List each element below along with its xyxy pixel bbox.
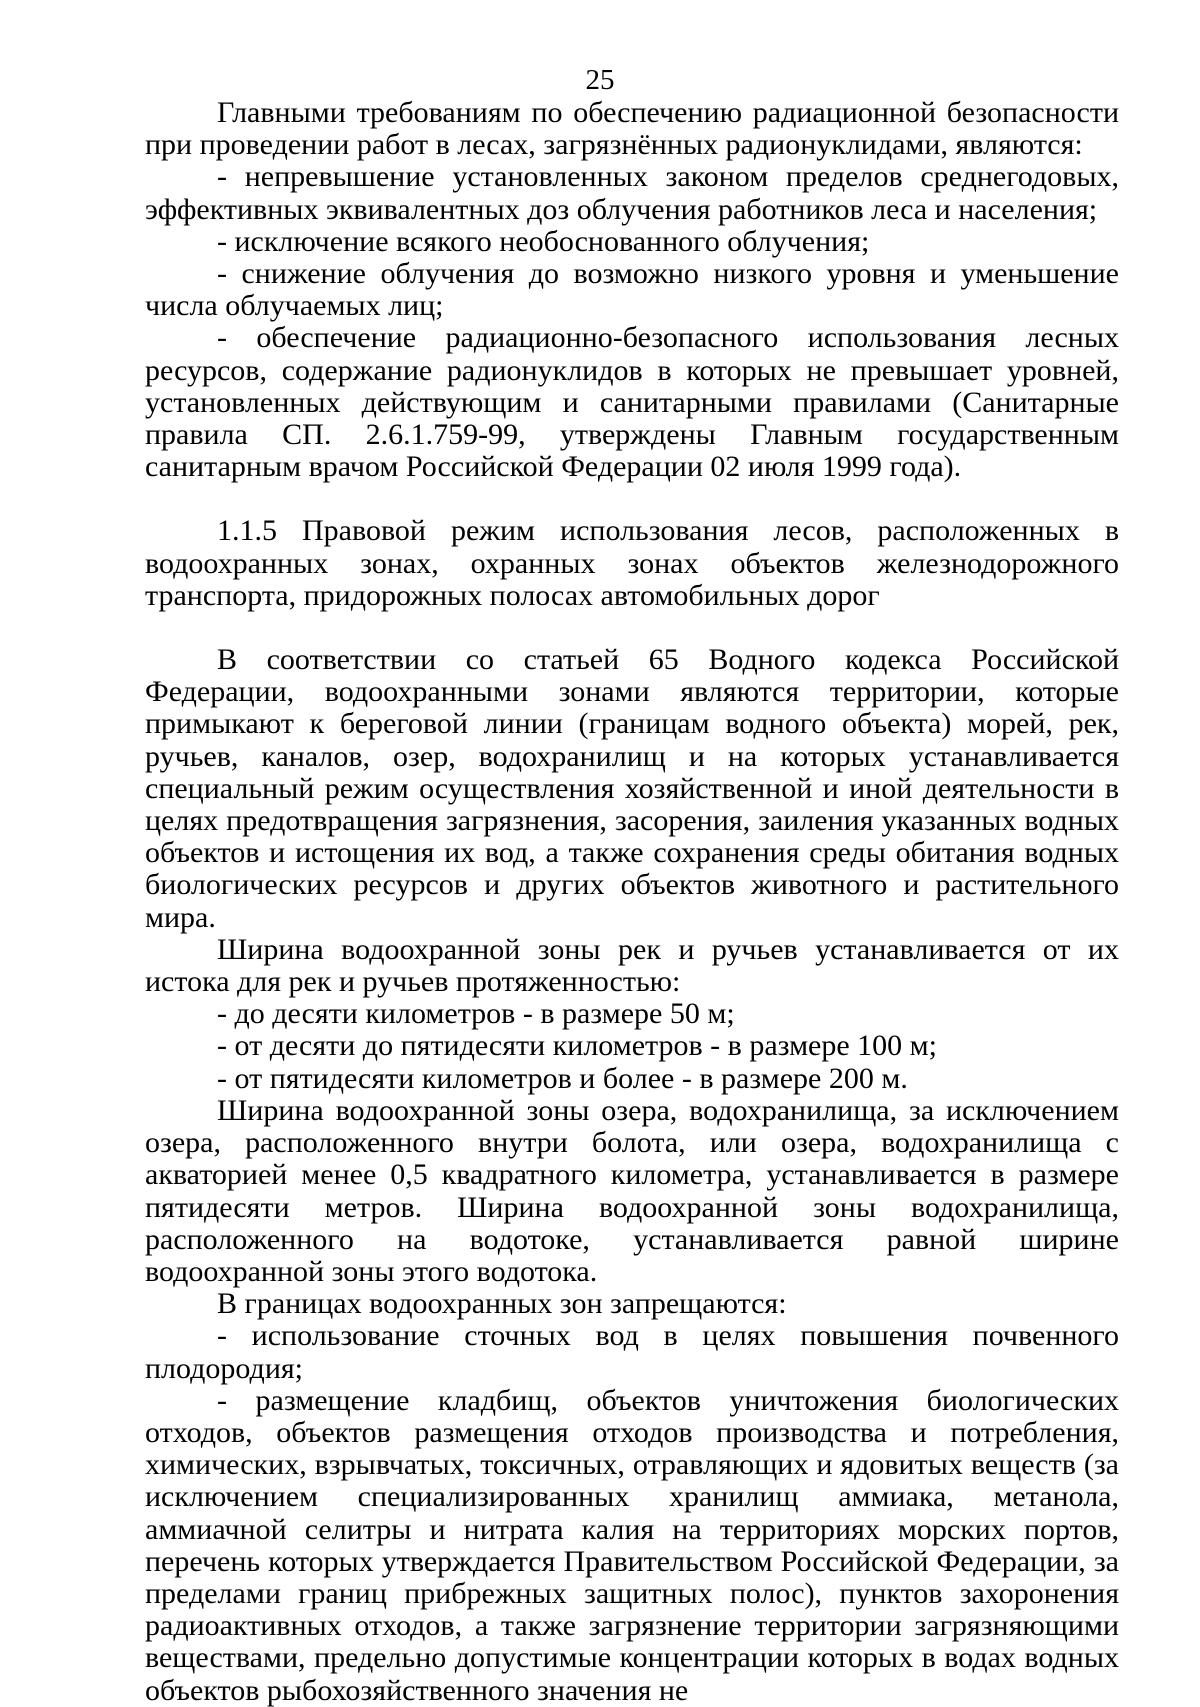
paragraph-river-zone-width: Ширина водоохранной зоны рек и ручьев устанавливается от их истока для рек и ручьев протяженностью: xyxy=(145,932,1119,999)
list-item-width-50m: - до десяти километров - в размере 50 м; xyxy=(217,997,735,1031)
page-number: 25 xyxy=(585,64,615,96)
paragraph-water-code-article-65: В соответствии со статьей 65 Водного кодекса Российской Федерации, водоохранными зонами являются территории, которые примыкают к береговой линии (границам водного объекта) морей, рек, ручьев, каналов, озер, водохранилищ и на которых устанавливается специальный режим осуществления хозяйственной и иной деятельности в целях предотвращения загрязнения, засорения, заиления указанных водных объектов и истощения их вод, а также сохранения среды обитания водных биологических ресурсов и других объектов животного и растительного мира. xyxy=(145,643,1119,934)
list-item-width-100m: - от десяти до пятидесяти километров - в размере 100 м; xyxy=(217,1029,937,1063)
list-item-wastewater-prohibition: - использование сточных вод в целях повышения почвенного плодородия; xyxy=(145,1319,1119,1385)
list-item-dose-limits: - непревышение установленных законом пределов среднегодовых, эффективных эквивалентных доз облучения работников леса и населения; xyxy=(145,160,1119,226)
list-item-safe-resource-use: - обеспечение радиационно-безопасного использования лесных ресурсов, содержание радионуклидов в которых не превышает уровней, установленных действующим и санитарными правилами (Санитарные правила СП. 2.6.1.759-99, утверждены Главным государственным санитарным врачом Российской Федерации 02 июля 1999 года). xyxy=(145,321,1119,484)
paragraph-requirements-intro: Главными требованиям по обеспечению радиационной безопасности при проведении работ в лесах, загрязнённых радионуклидами, являются: xyxy=(145,96,1119,162)
paragraph-prohibitions-intro: В границах водоохранных зон запрещаются: xyxy=(217,1287,787,1321)
list-item-no-unjustified-exposure: - исключение всякого необоснованного облучения; xyxy=(217,224,870,258)
section-heading-1-1-5: 1.1.5 Правовой режим использования лесов, расположенных в водоохранных зонах, охранных зонах объектов железнодорожного транспорта, придорожных полосах автомобильных дорог xyxy=(145,514,1119,612)
document-body xyxy=(145,97,1119,1707)
list-item-reduce-exposure: - снижение облучения до возможно низкого уровня и уменьшение числа облучаемых лиц; xyxy=(145,257,1119,323)
paragraph-lake-zone-width: Ширина водоохранной зоны озера, водохранилища, за исключением озера, расположенного внутри болота, или озера, водохранилища с акваторией менее 0,5 квадратного километра, устанавливается в размере пятидесяти метров. Ширина водоохранной зоны водохранилища, расположенного на водотоке, устанавливается равной ширине водоохранной зоны этого водотока. xyxy=(145,1093,1119,1288)
list-item-placement-prohibition: - размещение кладбищ, объектов уничтожения биологических отходов, объектов размещения отходов производства и потребления, химических, взрывчатых, токсичных, отравляющих и ядовитых веществ (за исключением специализированных хранилищ аммиака, метанола, аммиачной селитры и нитрата калия на территориях морских портов, перечень которых утверждается Правительством Российской Федерации, за пределами границ прибрежных защитных полос), пунктов захоронения радиоактивных отходов, а также загрязнение территории загрязняющими веществами, предельно допустимые концентрации которых в водах водных объектов рыбохозяйственного значения не xyxy=(145,1383,1119,1707)
list-item-width-200m: - от пятидесяти километров и более - в размере 200 м. xyxy=(217,1061,908,1095)
